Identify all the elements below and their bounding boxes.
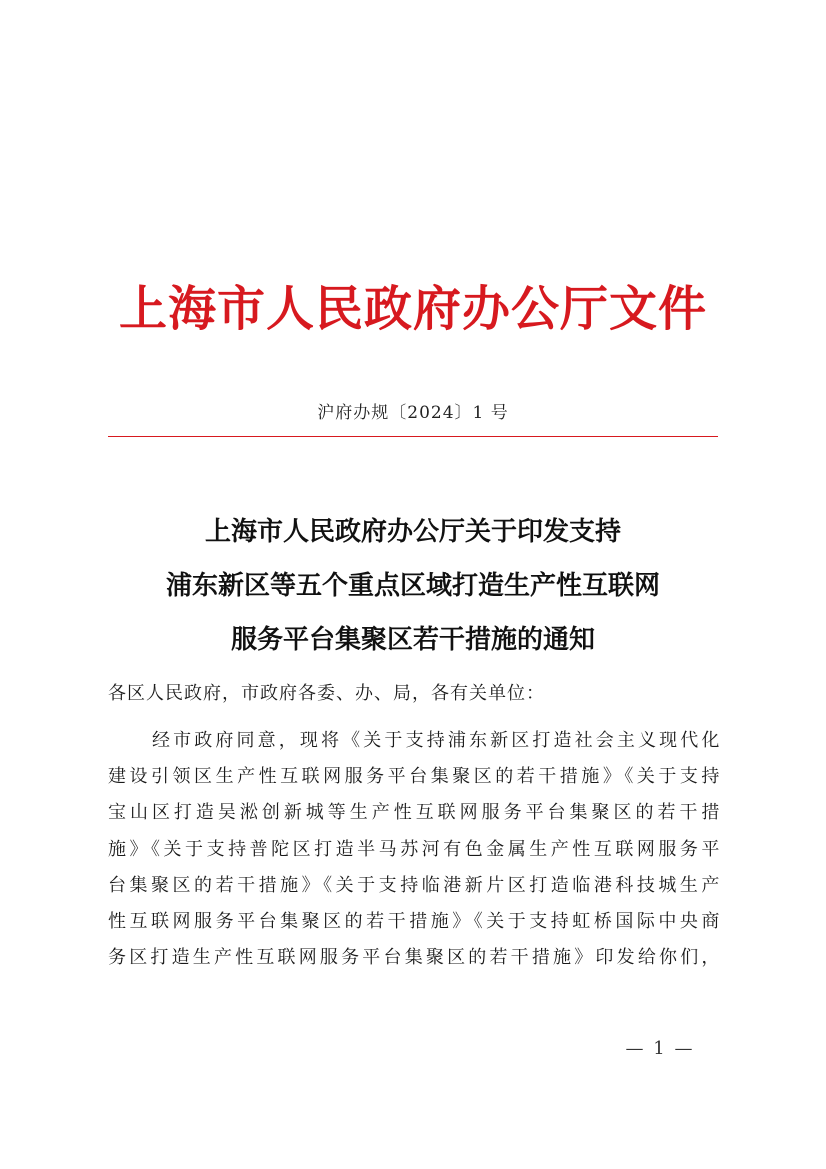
body-line: 务区打造生产性互联网服务平台集聚区的若干措施》印发给你们， [108,947,720,969]
body-line: 经市政府同意，现将《关于支持浦东新区打造社会主义现代化 [152,730,720,751]
page-number: — 1 — [625,1038,695,1059]
body-line: 宝山区打造吴淞创新城等生产性互联网服务平台集聚区的若干措 [108,802,720,824]
addressee: 各区人民政府，市政府各委、办、局，各有关单位： [108,683,545,704]
title-line: 服务平台集聚区若干措施的通知 [230,625,595,655]
body-line: 台集聚区的若干措施》《关于支持临港新片区打造临港科技城生产 [108,874,720,896]
document-number: 沪府办规〔2024〕1 号 [317,403,509,423]
document-title [100,505,726,667]
body-line: 建设引领区生产性互联网服务平台集聚区的若干措施》《关于支持 [108,766,720,788]
title-line: 浦东新区等五个重点区域打造生产性互联网 [165,571,660,601]
title-line: 上海市人民政府办公厅关于印发支持 [204,517,621,547]
masthead: 上海市人民政府办公厅文件 [118,281,707,337]
red-separator-line [108,436,718,437]
body-line: 性互联网服务平台集聚区的若干措施》《关于支持虹桥国际中央商 [108,911,720,933]
body-line: 施》《关于支持普陀区打造半马苏河有色金属生产性互联网服务平 [108,838,720,860]
body-paragraph [108,723,720,976]
